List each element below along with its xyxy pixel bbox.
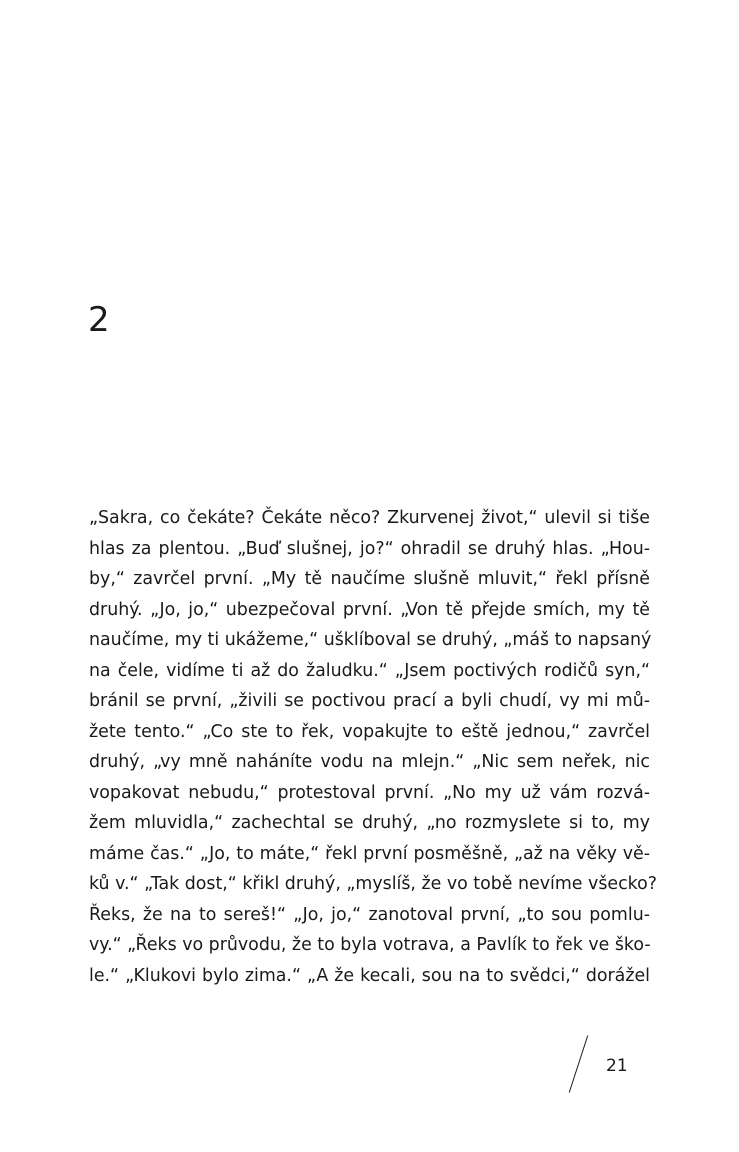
body-text [89, 503, 657, 991]
text-line: ků v.“ „Tak dost,“ křikl druhý, „myslíš, že vo tobě nevíme všecko? [89, 874, 657, 894]
text-line: le.“ „Klukovi bylo zima.“ „A že kecali, sou na to svědci,“ dorážel [89, 965, 650, 986]
text-line: by,“ zavrčel první. „My tě naučíme slušně mluvit,“ řekl přísně [89, 569, 650, 589]
text-line: bránil se první, „živili se poctivou prací a byli chudí, vy mi mů- [89, 691, 650, 711]
text-line: druhý, „vy mně naháníte vodu na mlejn.“ „Nic sem neřek, nic [89, 752, 650, 772]
text-line: na čele, vidíme ti až do žaludku.“ „Jsem poctivých rodičů syn,“ [89, 660, 650, 681]
text-line: hlas za plentou. „Buď slušnej, jo?“ ohradil se druhý hlas. „Hou- [89, 538, 650, 559]
page-number: 21 [606, 1056, 628, 1076]
text-line: naučíme, my ti ukážeme,“ ušklíboval se druhý, „máš to napsaný [89, 630, 652, 650]
text-line: žem mluvidla,“ zachechtal se druhý, „no rozmyslete si to, my [89, 813, 650, 833]
text-line: druhý. „Jo, jo,“ ubezpečoval první. „Von tě přejde smích, my tě [89, 599, 650, 620]
text-line: vopakovat nebudu,“ protestoval první. „No my už vám rozvá- [89, 782, 650, 803]
chapter-number: 2 [88, 300, 110, 340]
text-line: vy.“ „Řeks vo průvodu, že to byla votrava, a Pavlík to řek ve ško- [89, 935, 651, 955]
folio-slash-divider [569, 1035, 588, 1092]
text-line: „Sakra, co čekáte? Čekáte něco? Zkurvenej život,“ ulevil si tiše [89, 508, 650, 528]
text-line: Řeks, že na to sereš!“ „Jo, jo,“ zanotoval první, „to sou pomlu- [89, 904, 650, 925]
text-line: žete tento.“ „Co ste to řek, vopakujte to eště jednou,“ zavrčel [89, 721, 650, 742]
text-line: máme čas.“ „Jo, to máte,“ řekl první posměšně, „až na věky vě- [89, 843, 650, 864]
